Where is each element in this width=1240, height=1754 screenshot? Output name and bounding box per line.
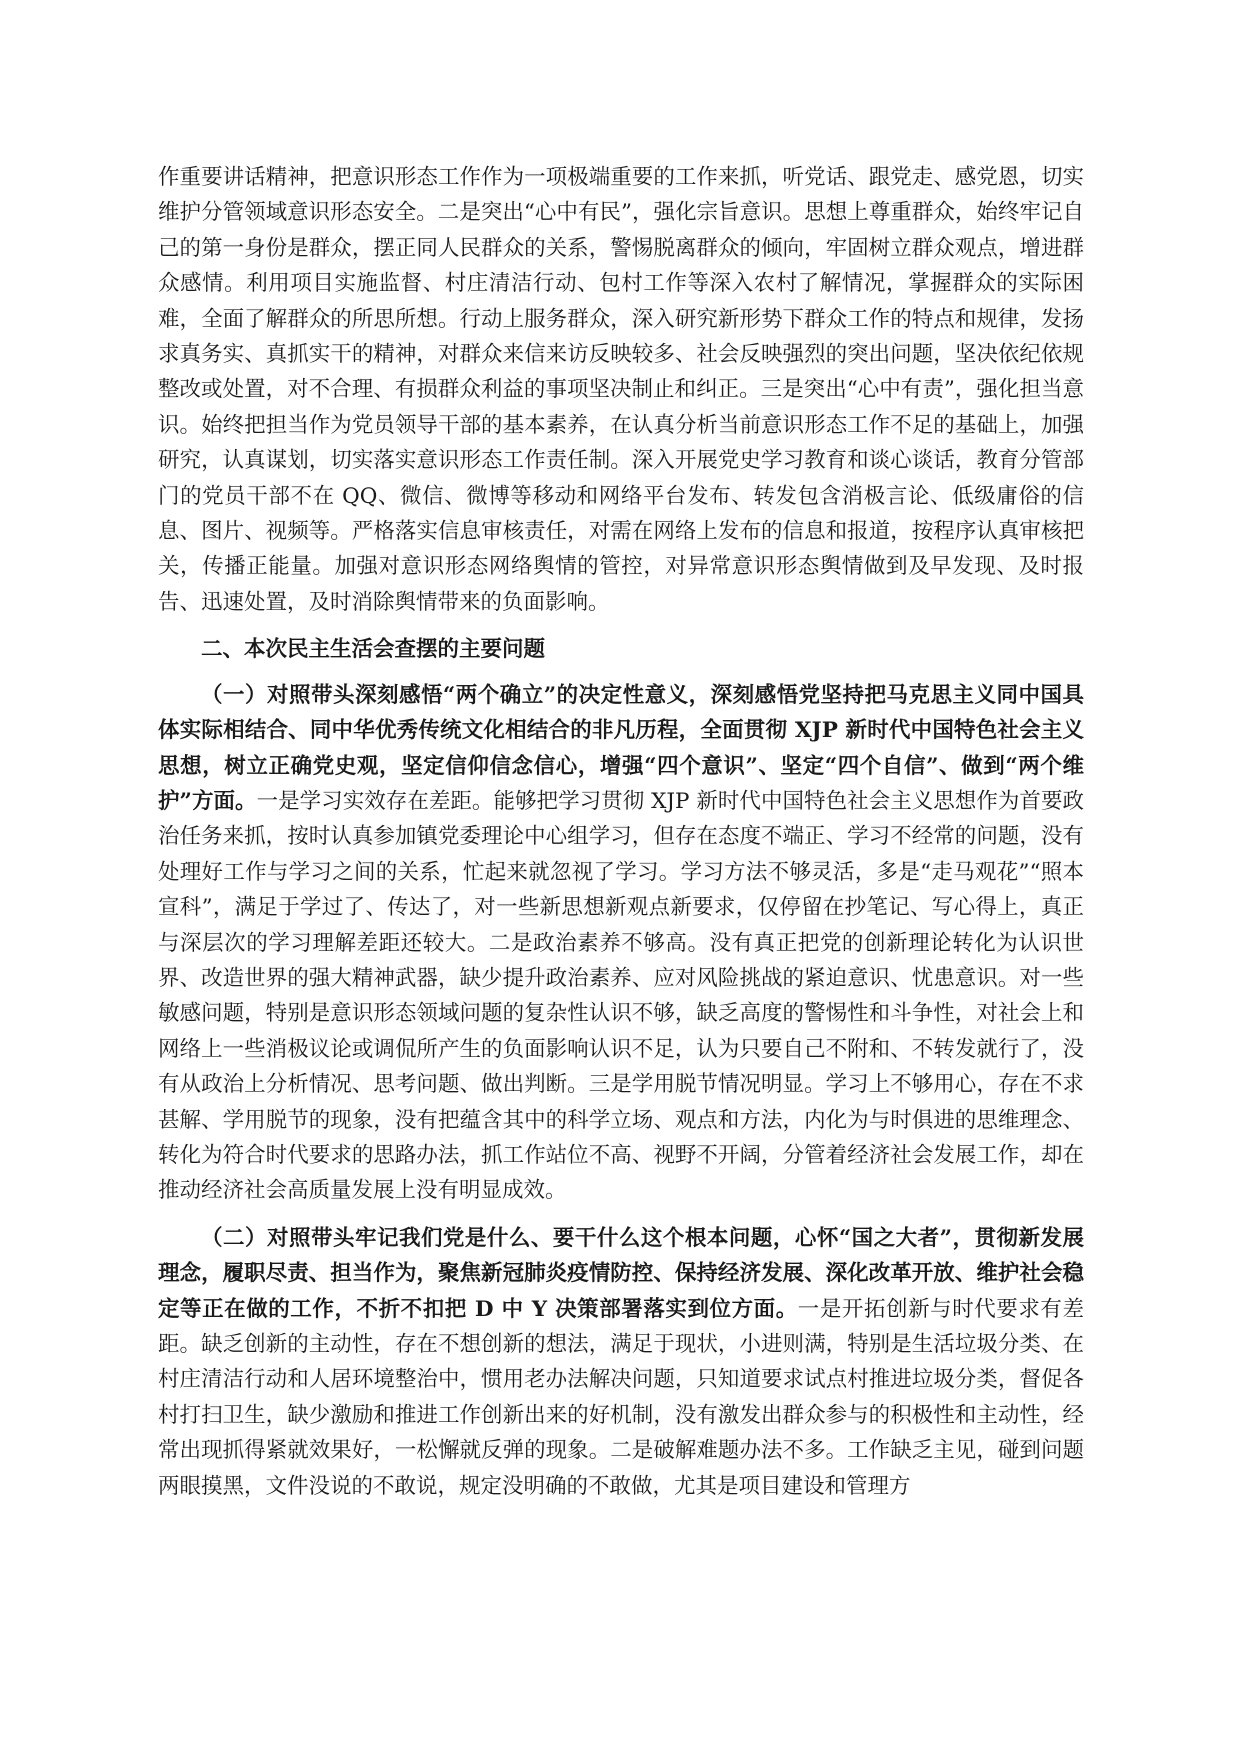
section-two-title: （二）对照带头牢记我们党是什么、要干什么这个根本问题，心怀“国之大者”，贯彻新发展理念，履职尽责、担当作为，聚焦新冠肺炎疫情防控、保持经济发展、深化改革开放、维护社会稳定等正在做的工作，不折不扣把 D 中 Y 决策部署落实到位方面。 [158, 1225, 1084, 1322]
section-heading: 二、本次民主生活会查摆的主要问题 [201, 637, 546, 663]
paragraph-continued: 作重要讲话精神，把意识形态工作作为一项极端重要的工作来抓，听党话、跟党走、感党恩，切实维护分管领域意识形态安全。二是突出“心中有民”，强化宗旨意识。思想上尊重群众，始终牢记自己的第一身份是群众，摆正同人民群众的关系，警惕脱离群众的倾向，牢固树立群众观点，增进群众感情。利用项目实施监督、村庄清洁行动、包村工作等深入农村了解情况，掌握群众的实际困难，全面了解群众的所思所想。行动上服务群众，深入研究新形势下群众工作的特点和规律，发扬求真务实、真抓实干的精神，对群众来信来访反映较多、社会反映强烈的突出问题，坚决依纪依规整改或处置，对不合理、有损群众利益的事项坚决制止和纠正。三是突出“心中有责”，强化担当意识。始终把担当作为党员领导干部的基本素养，在认真分析当前意识形态工作不足的基础上，加强研究，认真谋划，切实落实意识形态工作责任制。深入开展党史学习教育和谈心谈话，教育分管部门的党员干部不在 QQ、微信、微博等移动和网络平台发布、转发包含消极言论、低级庸俗的信息、图片、视频等。严格落实信息审核责任，对需在网络上发布的信息和报道，按程序认真审核把关，传播正能量。加强对意识形态网络舆情的管控，对异常意识形态舆情做到及早发现、及时报告、迅速处置，及时消除舆情带来的负面影响。 [158, 165, 1084, 615]
section-two-paragraph [158, 1221, 1084, 1504]
section-one-paragraph [158, 678, 1084, 1209]
section-one-body: 一是学习实效存在差距。能够把学习贯彻 XJP 新时代中国特色社会主义思想作为首要政治任务来抓，按时认真参加镇党委理论中心组学习，但存在态度不端正、学习不经常的问题，没有处理好工作与学习之间的关系，忙起来就忽视了学习。学习方法不够灵活，多是“走马观花”“照本宣科”，满足于学过了、传达了，对一些新思想新观点新要求，仅停留在抄笔记、写心得上，真正与深层次的学习理解差距还较大。二是政治素养不够高。没有真正把党的创新理论转化为认识世界、改造世界的强大精神武器，缺少提升政治素养、应对风险挑战的紧迫意识、忧患意识。对一些敏感问题，特别是意识形态领域问题的复杂性认识不够，缺乏高度的警惕性和斗争性，对社会上和网络上一些消极议论或调侃所产生的负面影响认识不足，认为只要自己不附和、不转发就行了，没有从政治上分析情况、思考问题、做出判断。三是学用脱节情况明显。学习上不够用心，存在不求甚解、学用脱节的现象，没有把蕴含其中的科学立场、观点和方法，内化为与时俱进的思维理念、转化为符合时代要求的思路办法，抓工作站位不高、视野不开阔，分管着经济社会发展工作，却在推动经济社会高质量发展上没有明显成效。 [158, 788, 1084, 1204]
section-two-body: 一是开拓创新与时代要求有差距。缺乏创新的主动性，存在不想创新的想法，满足于现状，小进则满，特别是生活垃圾分类、在村庄清洁行动和人居环境整治中，惯用老办法解决问题，只知道要求试点村推进垃圾分类，督促各村打扫卫生，缺少激励和推进工作创新出来的好机制，没有激发出群众参与的积极性和主动性，经常出现抓得紧就效果好，一松懈就反弹的现象。二是破解难题办法不多。工作缺乏主见，碰到问题两眼摸黑，文件没说的不敢说，规定没明确的不敢做，尤其是项目建设和管理方 [158, 1296, 1084, 1499]
section-one-title: （一）对照带头深刻感悟“两个确立”的决定性意义，深刻感悟党坚持把马克思主义同中国具体实际相结合、同中华优秀传统文化相结合的非凡历程，全面贯彻 XJP 新时代中国特色社会主义思想，树立正确党史观，坚定信仰信念信心，增强“四个意识”、坚定“四个自信”、做到“两个维护”方面。 [158, 682, 1084, 814]
document-page [158, 160, 1084, 1504]
